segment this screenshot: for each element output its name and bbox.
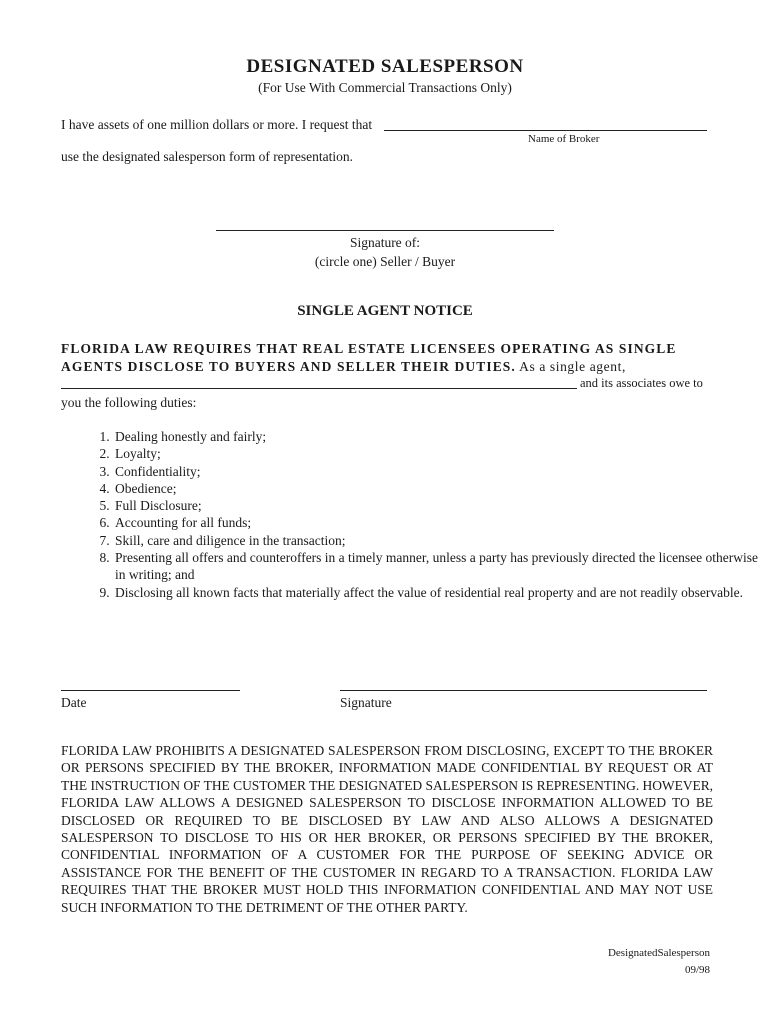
signature-line-top[interactable] — [216, 230, 554, 231]
duty-item: 5. Full Disclosure; — [113, 497, 758, 514]
duty-item: 6. Accounting for all funds; — [113, 514, 758, 531]
broker-name-label: Name of Broker — [528, 133, 600, 145]
request-line-1: I have assets of one million dollars or more. I request that — [61, 117, 373, 132]
footer-form-name: DesignatedSalesperson — [607, 947, 710, 959]
agent-name-line[interactable] — [61, 388, 577, 389]
single-agent-heading: SINGLE AGENT NOTICE — [297, 303, 473, 319]
duty-item: 8. Presenting all offers and counteroffers in a timely manner, unless a party has previously directed the licensee otherwise in writing; and — [113, 549, 758, 584]
circle-one-label: (circle one) Seller / Buyer — [314, 254, 456, 269]
prohibition-paragraph: FLORIDA LAW PROHIBITS A DESIGNATED SALESPERSON FROM DISCLOSING, EXCEPT TO THE BROKER OR PERSONS SPECIFIED BY THE BROKER, INFORMATION MADE CONFIDENTIAL BY REQUEST OR AT THE INSTRUCTION OF THE CUSTOMER THE DESIGNATED SALESPERSON IS REPRESENTING. HOWEVER, FLORIDA LAW ALLOWS A DESIGNED SALESPERSON TO DISCLOSE INFORMATION ALLOWED TO BE DISCLOSED OR REQUIRED TO BE DISCLOSED BY LAW AND ALSO ALLOWS A DESIGNATED SALESPERSON TO DISCLOSE TO HIS OR HER BROKER, OR PERSONS SPECIFIED BY THE BROKER, CONFIDENTIAL INFORMATION OF A CUSTOMER FOR THE PURPOSE OF SEEKING ADVICE OR ASSISTANCE FOR THE BENEFIT OF THE CUSTOMER IN REGARD TO A TRANSACTION. FLORIDA LAW REQUIRES THAT THE BROKER MUST HOLD THIS INFORMATION CONFIDENTIAL AND MAY NOT USE SUCH INFORMATION TO THE DETRIMENT OF THE OTHER PARTY. — [61, 743, 713, 915]
signature-label: Signature — [340, 695, 392, 710]
document-title: DESIGNATED SALESPERSON — [246, 56, 524, 77]
document-subtitle: (For Use With Commercial Transactions Only) — [258, 80, 512, 95]
date-line[interactable] — [61, 690, 240, 691]
duty-item: 4. Obedience; — [113, 480, 758, 497]
single-agent-notice — [61, 340, 711, 376]
duties-list — [70, 428, 758, 601]
duty-item: 9. Disclosing all known facts that materially affect the value of residential real property and are not readily observable. — [113, 584, 758, 601]
signature-of-label: Signature of: — [349, 235, 421, 250]
date-label: Date — [61, 695, 87, 710]
duty-item: 3. Confidentiality; — [113, 463, 758, 480]
duty-item: 1. Dealing honestly and fairly; — [113, 428, 758, 445]
signature-line[interactable] — [340, 690, 707, 691]
notice-bold-text: FLORIDA LAW REQUIRES THAT REAL ESTATE LICENSEES OPERATING AS SINGLE AGENTS DISCLOSE TO BUYERS AND SELLER THEIR DUTIES. — [61, 341, 677, 374]
following-duties-text: you the following duties: — [61, 395, 197, 410]
duty-item: 7. Skill, care and diligence in the transaction; — [113, 532, 758, 549]
footer-date: 09/98 — [684, 964, 710, 976]
duty-item: 2. Loyalty; — [113, 445, 758, 462]
broker-name-line[interactable] — [384, 130, 707, 131]
request-line-2: use the designated salesperson form of representation. — [61, 149, 354, 164]
associates-text: and its associates owe to — [580, 376, 703, 390]
as-single-agent-text: As a single agent, — [515, 359, 626, 374]
